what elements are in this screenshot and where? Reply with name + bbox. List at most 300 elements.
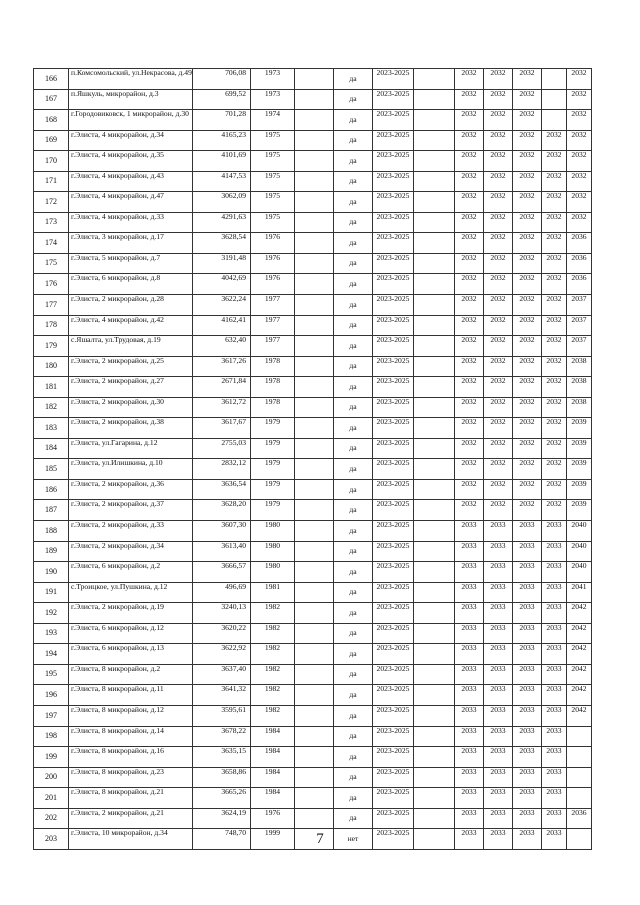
year-cell: 2032 [542,130,567,151]
area-cell: 632,40 [193,336,251,357]
year-cell: 2033 [513,788,542,809]
year-cell: 2032 [542,336,567,357]
year-built-cell: 1999 [251,829,295,850]
row-number: 193 [34,623,69,644]
row-number: 184 [34,438,69,459]
table-row [34,397,592,418]
year-built-cell: 1982 [251,705,295,726]
year-cell: 2032 [484,377,513,398]
area-cell: 3636,54 [193,479,251,500]
empty-cell [295,562,334,583]
area-cell: 2671,84 [193,377,251,398]
row-number: 173 [34,212,69,233]
empty-cell [414,582,455,603]
year-cell: 2033 [484,582,513,603]
empty-cell [414,377,455,398]
period-cell: 2023-2025 [373,767,414,788]
empty-cell [295,459,334,480]
row-number: 186 [34,479,69,500]
year-cell: 2033 [542,623,567,644]
year-cell: 2032 [455,171,484,192]
page-number: 7 [316,831,324,847]
address-cell: г.Элиста, 4 микрорайон, д.35 [69,151,193,172]
empty-cell [414,562,455,583]
empty-cell [295,500,334,521]
empty-cell [295,705,334,726]
address-cell: г.Элиста, 2 микрорайон, д.27 [69,377,193,398]
year-cell: 2041 [567,582,592,603]
row-number: 191 [34,582,69,603]
year-cell: 2032 [484,295,513,316]
period-cell: 2023-2025 [373,89,414,110]
flag-cell: да [334,315,373,336]
year-cell: 2033 [542,726,567,747]
year-cell: 2033 [542,747,567,768]
year-cell: 2033 [513,623,542,644]
empty-cell [414,295,455,316]
year-cell: 2033 [455,664,484,685]
year-built-cell: 1976 [251,808,295,829]
row-number: 196 [34,685,69,706]
empty-cell [414,747,455,768]
year-cell: 2032 [542,315,567,336]
address-cell: г.Элиста, 8 микрорайон, д.12 [69,705,193,726]
flag-cell: да [334,110,373,131]
year-cell: 2033 [455,562,484,583]
area-cell: 3617,26 [193,356,251,377]
address-cell: г.Элиста, 8 микрорайон, д.14 [69,726,193,747]
year-built-cell: 1973 [251,69,295,90]
year-cell: 2033 [484,767,513,788]
address-cell: г.Элиста, 8 микрорайон, д.11 [69,685,193,706]
year-cell: 2032 [542,233,567,254]
year-cell: 2032 [455,459,484,480]
address-cell: г.Элиста, 2 микрорайон, д.36 [69,479,193,500]
area-cell: 3622,24 [193,295,251,316]
year-cell: 2032 [542,418,567,439]
row-number: 190 [34,562,69,583]
year-cell: 2033 [484,541,513,562]
year-cell: 2033 [455,541,484,562]
address-cell: г.Элиста, 8 микрорайон, д.23 [69,767,193,788]
year-cell: 2039 [567,418,592,439]
area-cell: 3624,19 [193,808,251,829]
year-cell: 2032 [455,315,484,336]
year-cell: 2033 [542,808,567,829]
address-cell: г.Элиста, 4 микрорайон, д.42 [69,315,193,336]
year-cell: 2033 [542,705,567,726]
year-cell: 2033 [484,747,513,768]
year-cell: 2033 [484,726,513,747]
table-row [34,69,592,90]
period-cell: 2023-2025 [373,192,414,213]
year-cell: 2032 [513,192,542,213]
year-cell: 2032 [513,274,542,295]
register-table [33,68,592,850]
year-built-cell: 1984 [251,747,295,768]
empty-cell [414,110,455,131]
year-cell: 2032 [513,212,542,233]
table-row [34,377,592,398]
area-cell: 3666,57 [193,562,251,583]
year-cell: 2032 [484,479,513,500]
area-cell: 2832,12 [193,459,251,480]
row-number: 180 [34,356,69,377]
empty-cell [414,356,455,377]
address-cell: г.Элиста, 5 микрорайон, д.7 [69,253,193,274]
address-cell: г.Элиста, 6 микрорайон, д.8 [69,274,193,295]
year-cell: 2039 [567,459,592,480]
row-number: 198 [34,726,69,747]
year-cell: 2032 [484,69,513,90]
period-cell: 2023-2025 [373,808,414,829]
address-cell: с.Яшалта, ул.Трудовая, д.19 [69,336,193,357]
empty-cell [295,69,334,90]
period-cell: 2023-2025 [373,69,414,90]
flag-cell: да [334,69,373,90]
year-cell: 2032 [513,459,542,480]
empty-cell [295,253,334,274]
year-cell: 2033 [455,603,484,624]
year-cell: 2033 [484,788,513,809]
year-cell: 2042 [567,664,592,685]
address-cell: г.Элиста, 3 микрорайон, д.17 [69,233,193,254]
year-cell: 2032 [513,110,542,131]
year-cell: 2033 [484,829,513,850]
table-row [34,315,592,336]
period-cell: 2023-2025 [373,171,414,192]
row-number: 199 [34,747,69,768]
table-row [34,110,592,131]
flag-cell: да [334,767,373,788]
row-number: 172 [34,192,69,213]
empty-cell [414,192,455,213]
table-row [34,623,592,644]
table-row [34,253,592,274]
table-row [34,705,592,726]
empty-cell [295,171,334,192]
row-number: 200 [34,767,69,788]
year-built-cell: 1980 [251,562,295,583]
year-cell: 2038 [567,356,592,377]
year-cell: 2033 [513,767,542,788]
year-cell: 2036 [567,274,592,295]
empty-cell [414,69,455,90]
row-number: 171 [34,171,69,192]
year-cell: 2032 [567,171,592,192]
address-cell: с.Троицкое, ул.Пушкина, д.12 [69,582,193,603]
year-cell: 2032 [455,151,484,172]
flag-cell: да [334,233,373,254]
year-cell: 2033 [513,603,542,624]
area-cell: 3191,48 [193,253,251,274]
empty-cell [295,233,334,254]
area-cell: 496,69 [193,582,251,603]
table-row [34,233,592,254]
year-cell: 2032 [542,479,567,500]
year-built-cell: 1982 [251,664,295,685]
year-cell: 2033 [484,603,513,624]
year-cell: 2033 [513,582,542,603]
year-cell: 2032 [484,274,513,295]
year-built-cell: 1976 [251,253,295,274]
year-cell: 2033 [513,705,542,726]
year-cell: 2032 [455,336,484,357]
year-cell: 2032 [513,479,542,500]
year-cell: 2033 [513,541,542,562]
year-cell: 2033 [542,664,567,685]
year-cell: 2033 [455,767,484,788]
year-built-cell: 1975 [251,130,295,151]
year-cell: 2032 [567,110,592,131]
year-cell: 2032 [542,274,567,295]
empty-cell [295,582,334,603]
address-cell: г.Элиста, 4 микрорайон, д.33 [69,212,193,233]
row-number: 203 [34,829,69,850]
table-row [34,171,592,192]
flag-cell: да [334,582,373,603]
empty-cell [295,315,334,336]
table-row [34,295,592,316]
flag-cell: да [334,562,373,583]
period-cell: 2023-2025 [373,623,414,644]
year-built-cell: 1975 [251,192,295,213]
area-cell: 3628,54 [193,233,251,254]
address-cell: г.Элиста, 8 микрорайон, д.2 [69,664,193,685]
empty-cell [295,521,334,542]
flag-cell: да [334,438,373,459]
area-cell: 4291,63 [193,212,251,233]
area-cell: 3635,15 [193,747,251,768]
year-cell: 2032 [455,377,484,398]
row-number: 168 [34,110,69,131]
area-cell: 4101,69 [193,151,251,172]
flag-cell: да [334,664,373,685]
period-cell: 2023-2025 [373,479,414,500]
empty-cell [295,295,334,316]
empty-cell [295,274,334,295]
address-cell: г.Элиста, 2 микрорайон, д.34 [69,541,193,562]
flag-cell: да [334,89,373,110]
year-cell: 2032 [513,253,542,274]
year-cell: 2032 [542,253,567,274]
area-cell: 4147,53 [193,171,251,192]
year-cell: 2036 [567,808,592,829]
row-number: 194 [34,644,69,665]
address-cell: г.Элиста, 8 микрорайон, д.21 [69,788,193,809]
area-cell: 701,28 [193,110,251,131]
period-cell: 2023-2025 [373,336,414,357]
flag-cell: да [334,521,373,542]
year-cell: 2042 [567,685,592,706]
address-cell: п.Яшкуль, микрорайон, д.3 [69,89,193,110]
year-cell: 2032 [542,192,567,213]
empty-cell [414,541,455,562]
year-cell: 2032 [513,356,542,377]
year-cell: 2033 [484,808,513,829]
year-cell: 2033 [484,685,513,706]
year-cell: 2032 [455,418,484,439]
year-cell: 2033 [484,521,513,542]
area-cell: 4165,23 [193,130,251,151]
year-cell: 2032 [455,110,484,131]
table-row [34,664,592,685]
year-cell: 2039 [567,479,592,500]
empty-cell [414,788,455,809]
period-cell: 2023-2025 [373,212,414,233]
area-cell: 3622,92 [193,644,251,665]
table-row [34,479,592,500]
table-row [34,130,592,151]
year-built-cell: 1978 [251,397,295,418]
empty-cell [414,603,455,624]
year-cell: 2032 [567,89,592,110]
period-cell: 2023-2025 [373,110,414,131]
year-built-cell: 1982 [251,603,295,624]
empty-cell [414,89,455,110]
year-cell: 2032 [567,69,592,90]
row-number: 170 [34,151,69,172]
period-cell: 2023-2025 [373,788,414,809]
empty-cell [295,767,334,788]
year-cell: 2039 [567,500,592,521]
year-cell: 2032 [542,397,567,418]
year-built-cell: 1977 [251,295,295,316]
flag-cell: нет [334,829,373,850]
empty-cell [295,479,334,500]
year-built-cell: 1978 [251,377,295,398]
year-cell: 2042 [567,623,592,644]
empty-cell [414,397,455,418]
address-cell: г.Элиста, 6 микрорайон, д.12 [69,623,193,644]
year-cell: 2032 [513,295,542,316]
flag-cell: да [334,747,373,768]
year-built-cell: 1980 [251,541,295,562]
year-cell: 2033 [542,582,567,603]
year-cell: 2032 [513,315,542,336]
year-cell [567,767,592,788]
area-cell: 3620,22 [193,623,251,644]
year-cell: 2032 [455,397,484,418]
address-cell: г.Элиста, ул.Илишкина, д.10 [69,459,193,480]
table-body [34,69,592,850]
year-cell: 2040 [567,562,592,583]
year-built-cell: 1979 [251,438,295,459]
table-row [34,151,592,172]
period-cell: 2023-2025 [373,705,414,726]
year-cell: 2032 [455,356,484,377]
year-built-cell: 1979 [251,500,295,521]
year-cell: 2038 [567,397,592,418]
year-built-cell: 1975 [251,151,295,172]
empty-cell [414,521,455,542]
flag-cell: да [334,541,373,562]
year-cell: 2032 [513,130,542,151]
period-cell: 2023-2025 [373,521,414,542]
year-built-cell: 1974 [251,110,295,131]
empty-cell [295,788,334,809]
year-cell: 2033 [455,644,484,665]
year-cell [567,726,592,747]
period-cell: 2023-2025 [373,562,414,583]
year-cell: 2033 [513,747,542,768]
flag-cell: да [334,171,373,192]
row-number: 174 [34,233,69,254]
year-cell: 2033 [513,664,542,685]
year-cell: 2032 [542,151,567,172]
year-cell: 2032 [484,171,513,192]
flag-cell: да [334,356,373,377]
year-built-cell: 1973 [251,89,295,110]
year-cell: 2032 [567,130,592,151]
period-cell: 2023-2025 [373,130,414,151]
area-cell: 3613,40 [193,541,251,562]
row-number: 182 [34,397,69,418]
year-cell: 2032 [513,171,542,192]
year-cell: 2032 [513,336,542,357]
area-cell: 3595,61 [193,705,251,726]
area-cell: 3665,26 [193,788,251,809]
empty-cell [295,130,334,151]
area-cell: 3641,32 [193,685,251,706]
period-cell: 2023-2025 [373,295,414,316]
year-cell: 2042 [567,603,592,624]
row-number: 177 [34,295,69,316]
year-cell: 2032 [513,69,542,90]
address-cell: г.Элиста, 4 микрорайон, д.34 [69,130,193,151]
year-built-cell: 1982 [251,685,295,706]
year-cell: 2032 [513,233,542,254]
flag-cell: да [334,295,373,316]
empty-cell [414,623,455,644]
area-cell: 3240,13 [193,603,251,624]
table-row [34,603,592,624]
year-cell: 2033 [513,644,542,665]
area-cell: 3612,72 [193,397,251,418]
year-cell: 2033 [542,521,567,542]
year-cell: 2032 [484,315,513,336]
table-row [34,356,592,377]
flag-cell: да [334,808,373,829]
row-number: 181 [34,377,69,398]
year-cell: 2033 [484,644,513,665]
year-cell: 2032 [484,438,513,459]
empty-cell [295,212,334,233]
year-cell: 2032 [542,356,567,377]
year-cell: 2032 [484,459,513,480]
flag-cell: да [334,788,373,809]
flag-cell: да [334,603,373,624]
year-cell: 2033 [542,685,567,706]
table-row [34,788,592,809]
year-cell: 2032 [455,192,484,213]
address-cell: г.Элиста, 2 микрорайон, д.21 [69,808,193,829]
year-cell: 2032 [455,69,484,90]
empty-cell [414,644,455,665]
year-cell: 2033 [513,808,542,829]
year-cell [542,110,567,131]
table-row [34,89,592,110]
empty-cell [295,336,334,357]
period-cell: 2023-2025 [373,397,414,418]
year-cell: 2033 [484,664,513,685]
year-cell: 2036 [567,253,592,274]
flag-cell: да [334,192,373,213]
year-cell: 2032 [567,212,592,233]
year-cell: 2032 [542,295,567,316]
empty-cell [414,274,455,295]
address-cell: г.Городовиковск, 1 микрорайон, д.30 [69,110,193,131]
